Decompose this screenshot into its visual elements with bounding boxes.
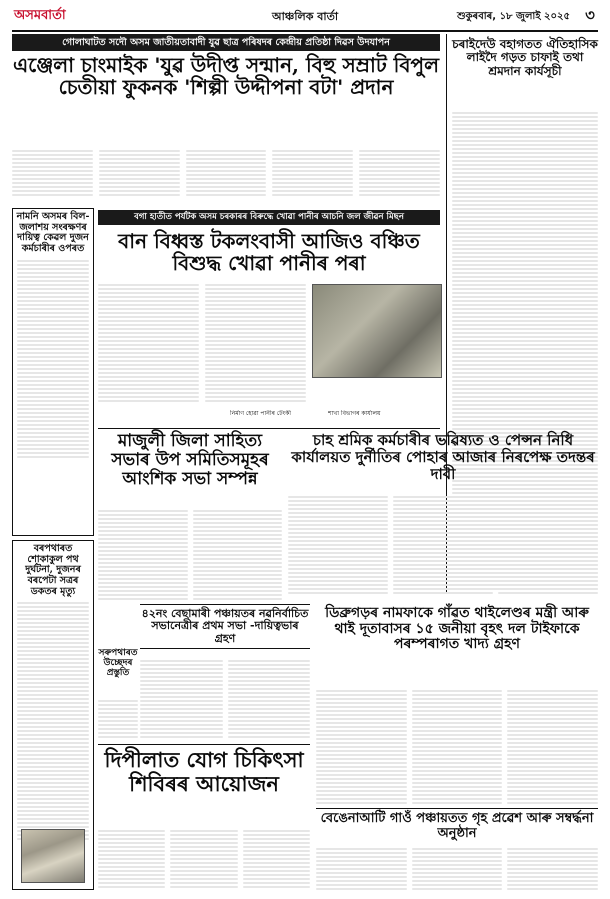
lead-headline: এঞ্জেলা চাংমাইক 'যুৱ উদীপ্ত সন্মান, বিহু সম্ৰাট বিপুল চেতীয়া ফুকনক 'শিল্পী উদ্দীপনা বটা' প্ৰদান — [12, 53, 440, 100]
strap-top: গোলাঘাটত সদৌ অসম জাতীয়তাবাদী যুৱ ছাত্ৰ পৰিষদৰ কেন্দ্ৰীয় প্ৰতিষ্ঠা দিৱস উদযাপন — [12, 34, 440, 51]
water-tank-photo — [312, 284, 442, 378]
majuli-headline: মাজুলী জিলা সাহিত্য সভাৰ উপ সমিতিসমূহৰ আংশিক সভা সম্পন্ন — [111, 431, 269, 490]
panchayat-headline: ৪২নং বেছামাৰী পঞ্চায়তৰ নৱনিৰ্বাচিত সভানেত্ৰীৰ প্ৰথম সভা -দায়িত্বভাৰ গ্ৰহণ — [140, 604, 310, 649]
dibrugarh-headline: ডিব্ৰুগড়ৰ নামফাকে গাঁৱত থাইলেণ্ডৰ মন্ত্ৰী আৰু থাই দূতাবাসৰ ১৫ জনীয়া বৃহৎ দল টাইফাকে পৰম্পৰাগত খাদ্য গ্ৰহণ — [325, 605, 589, 653]
publication-date: শুকুৰবাৰ, ১৮ জুলাই ২০২৫ — [456, 11, 570, 22]
newspaper-logo: অসমবার্তা — [14, 8, 66, 23]
strap-tank: বগা হাতীত পৰ্যটক অসম চৰকাৰৰ বিৰুদ্ধে খোৱা পানীৰ আচনি জল জীৱন মিছন — [98, 210, 440, 225]
left-box-2-photo — [21, 829, 85, 883]
yoga-headline: দিপীলাত যোগ চিকিৎসা শিবিৰৰ আয়োজন — [104, 747, 304, 796]
tank-caption-2: শাখা বিভাগৰ কাৰ্যালয় — [328, 410, 381, 417]
tea-headline: চাহ শ্ৰমিক কৰ্মচাৰীৰ ভৱিষ্যত ও পেন্সন নিধি কাৰ্যালয়ত দুৰ্নীতিৰ পোহাৰ আজাৰ নিৰপেক্ষ তদন্তৰ দাবী — [291, 431, 595, 483]
house-body — [316, 848, 598, 892]
left-box-2-body — [13, 600, 93, 854]
left-box-1-body — [13, 258, 93, 482]
majuli-body — [98, 510, 282, 602]
flood-body — [98, 700, 138, 740]
yoga-body — [98, 830, 310, 890]
panchayat-body — [140, 660, 310, 740]
tea-body — [288, 496, 598, 596]
flood-headline: সৰুপথাৰত উচ্ছেদৰ প্ৰস্তুতি — [98, 648, 138, 679]
tank-headline: বান বিধ্বস্ত টকলংবাসী আজিও বঞ্চিত বিশুদ্ধ খোৱা পানীৰ পৰা — [118, 229, 420, 276]
tank-caption-1: নিৰ্মাণ হোৱা পানীৰ টেংকী — [230, 410, 291, 417]
dibrugarh-body — [316, 690, 598, 806]
left-box-1-headline: নামনি অসমৰ বিল-জলাশয় সংৰক্ষণৰ দায়িত্ব কেৱল দুজন কৰ্মচাৰীৰ ওপৰত — [16, 211, 90, 254]
page-number: ৩ — [585, 6, 595, 24]
section-title: আঞ্চলিক বাৰ্তা — [271, 10, 339, 23]
divider-mid-2 — [98, 744, 310, 745]
divider-mid-1 — [98, 428, 440, 429]
lead-body — [12, 150, 440, 204]
tank-body — [98, 284, 306, 408]
right-top-headline: চৰাইদেউ বহাগতত ঐতিহাসিক লাইদৈ গড়ত চাফাই তথা শ্ৰমদান কাৰ্যসূচী — [452, 37, 598, 78]
masthead — [0, 0, 610, 30]
divider-right-bottom — [316, 808, 598, 809]
house-headline: বেঙেনাআটি গাওঁ পঞ্চায়তত গৃহ প্ৰৱেশ আৰু সম্বৰ্দ্ধনা অনুষ্ঠান — [320, 811, 594, 841]
masthead-rule — [12, 30, 598, 32]
left-box-1 — [12, 208, 94, 536]
left-box-2 — [12, 540, 94, 890]
left-box-2-headline: বৰপথাৰত শোকাকুল পথ দুৰ্ঘটনা, দুজনৰ বৰপেটা সত্ৰৰ ডকতৰ মৃত্যু — [25, 543, 81, 597]
